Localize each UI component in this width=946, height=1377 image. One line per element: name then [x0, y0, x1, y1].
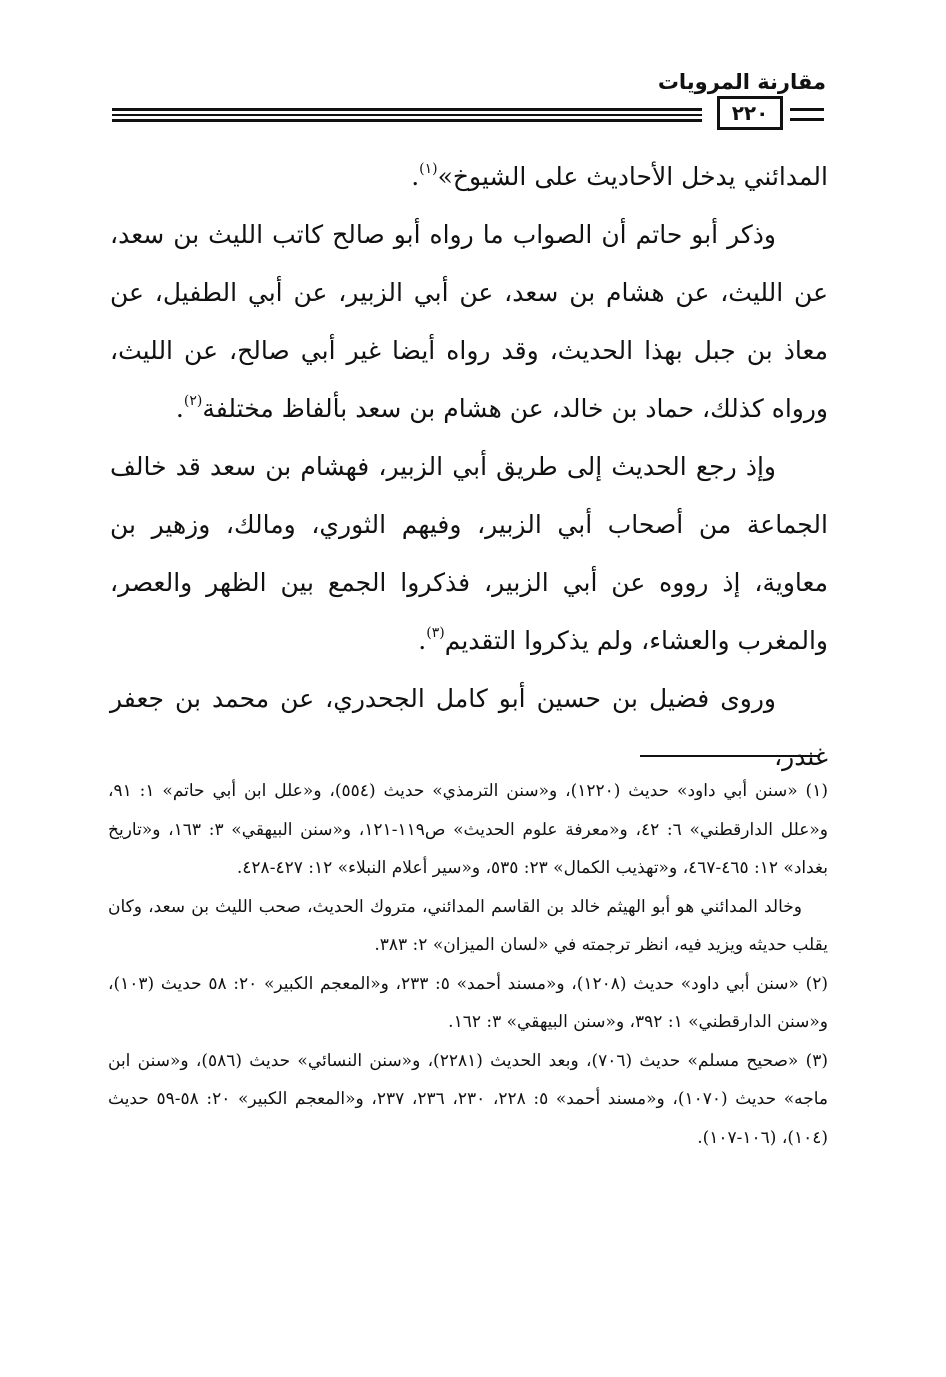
footnote-3: (٣) «صحيح مسلم» حديث (٧٠٦)، وبعد الحديث (٢٢٨١)، و«سنن النسائي» حديث (٥٨٦)، و«سنن ابن ماجه» حديث (١٠٧٠)، و«مسند أحمد» ٥: ٢٢٨، ٢٣٠، ٢٣٦، ٢٣٧، و«المعجم الكبير» ٢٠: ٥٨-٥٩ حديث (١٠٤)، (١٠٦-١٠٧).	[108, 1050, 829, 1148]
footnotes	[108, 772, 828, 1157]
paragraph-2	[110, 206, 828, 438]
paragraph-3-text: وإذ رجع الحديث إلى طريق أبي الزبير، فهشام بن سعد قد خالف الجماعة من أصحاب أبي الزبير، وفيهم الثوري، ومالك، وزهير بن معاوية، إذ رووه عن أبي الزبير، فذكروا الجمع بين الظهر والعصر، والمغرب والعشاء، ولم يذكروا التقديم	[110, 452, 828, 655]
footnote-1: (١) «سنن أبي داود» حديث (١٢٢٠)، و«سنن الترمذي» حديث (٥٥٤)، و«علل ابن أبي حاتم» ١: ٩١، و«علل الدارقطني» ٦: ٤٢، و«معرفة علوم الحديث» ص١١٩-١٢١، و«سنن البيهقي» ٣: ١٦٣، و«تاريخ بغداد» ١٢: ٤٦٥-٤٦٧، و«تهذيب الكمال» ٢٣: ٥٣٥، و«سير أعلام النبلاء» ١٢: ٤٢٧-٤٢٨.	[108, 781, 828, 878]
footnote-separator	[640, 755, 820, 757]
footnote-ref-1: (١)	[419, 161, 438, 177]
paragraph-1-end: .	[411, 162, 420, 191]
paragraph-2-end: .	[175, 394, 184, 423]
footnote-1-note: وخالد المدائني هو أبو الهيثم خالد بن القاسم المدائني، متروك الحديث، صحب الليث بن سعد، وكان يقلب حديثه ويزيد فيه، انظر ترجمته في «لسان الميزان» ٢: ٣٨٣.	[108, 896, 828, 955]
running-title: مقارنة المرويات	[657, 70, 826, 94]
paragraph-1	[110, 148, 828, 206]
paragraph-3	[110, 438, 828, 670]
footnote-2: (٢) «سنن أبي داود» حديث (١٢٠٨)، و«مسند أحمد» ٥: ٢٣٣، و«المعجم الكبير» ٢٠: ٥٨ حديث (١٠٣)، و«سنن الدارقطني» ١: ٣٩٢، و«سنن البيهقي» ٣: ١٦٢.	[108, 973, 828, 1032]
header-rule	[112, 108, 702, 122]
main-text	[110, 148, 828, 786]
footnote-ref-3: (٣)	[426, 625, 445, 641]
paragraph-2-text: وذكر أبو حاتم أن الصواب ما رواه أبو صالح كاتب الليث بن سعد، عن الليث، عن هشام بن سعد، عن أبي الزبير، عن أبي الطفيل، عن معاذ بن جبل بهذا الحديث، وقد رواه أيضا غير أبي صالح، عن الليث، ورواه كذلك، حماد بن خالد، عن هشام بن سعد بألفاظ مختلفة	[110, 220, 828, 423]
paragraph-4: وروى فضيل بن حسين أبو كامل الجحدري، عن محمد بن جعفر غندر،	[110, 684, 828, 771]
paragraph-3-end: .	[418, 626, 427, 655]
page-number: ٢٢٠	[717, 96, 783, 130]
paragraph-1-text: المدائني يدخل الأحاديث على الشيوخ»	[437, 162, 828, 191]
header-rule-right-top	[790, 108, 824, 111]
footnote-ref-2: (٢)	[183, 393, 203, 409]
header-rule-right-bottom	[790, 118, 824, 121]
